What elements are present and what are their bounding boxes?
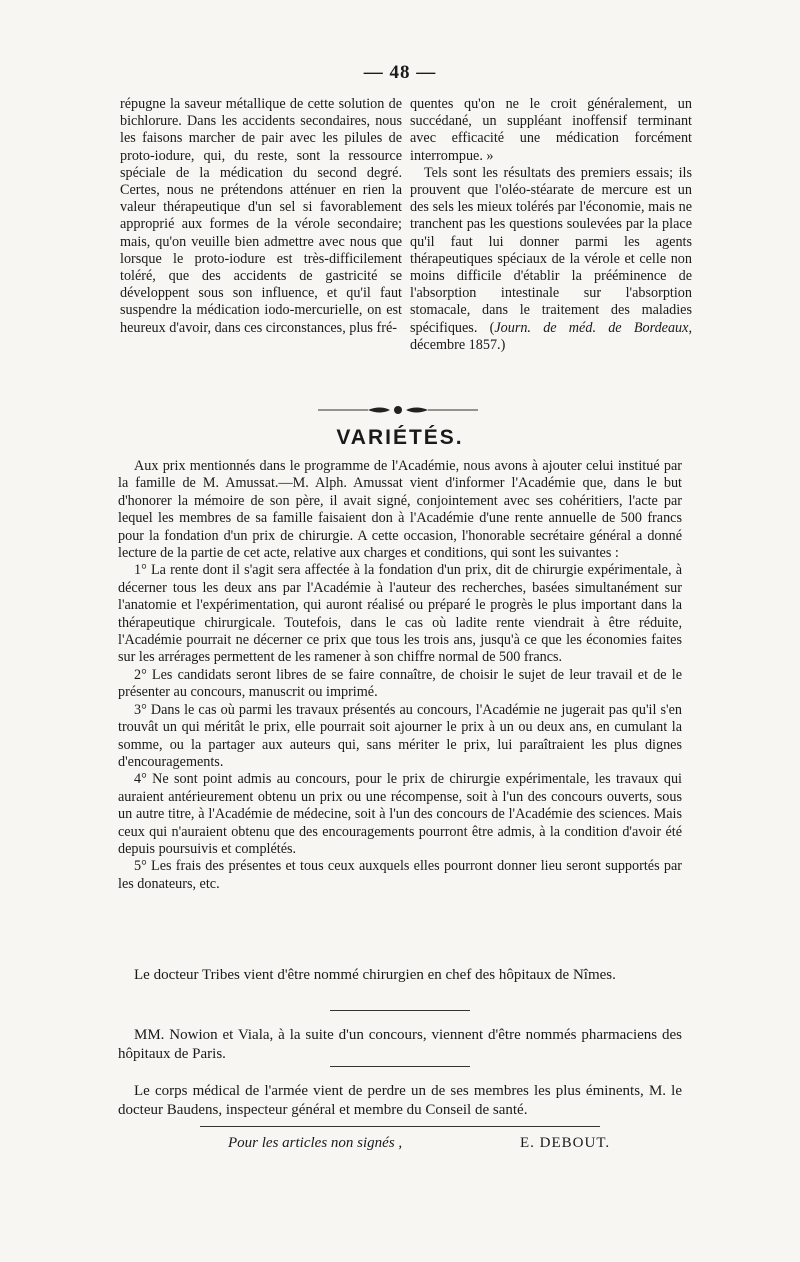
condition-5: 5° Les frais des présentes et tous ceux auxquels elles pourront donner lieu seront supportés par les donateurs, etc. [118, 858, 682, 892]
para-2-text: Tels sont les résultats des premiers essais; ils prouvent que l'oléo-stéarate de mercure est un des sels les mieux tolérés par l'économie, mais ne tranchent pas les questions soulevées par la place qu'il faut lui donner parmi les agents thérapeutiques spéciaux de la vérole et celle non moins difficile d'établir la prééminence de l'absorption intestinale sur l'absorption stomacale, dans le traitement des maladies spécifiques. ( [410, 164, 692, 336]
condition-2: 2° Les candidats seront libres de se faire connaître, de choisir le sujet de leur travail et de le présenter au concours, manuscrit ou imprimé. [118, 666, 682, 701]
ornament-divider [318, 404, 478, 416]
right-column-para-1: quentes qu'on ne le croit généralement, un succédané, un suppléant inoffensif terminant avec efficacité une médication forcément interrompue. » [410, 96, 692, 164]
right-column [410, 96, 692, 354]
right-column-para-2 [410, 165, 692, 354]
news-baudens-text: Le corps médical de l'armée vient de perdre un de ses membres les plus éminents, M. le docteur Baudens, inspecteur général et membre du Conseil de santé. [118, 1083, 682, 1118]
news-tribes [118, 966, 682, 985]
journal-citation: Journ. de méd. de Bordeaux, [494, 319, 692, 336]
varietes-body [118, 458, 682, 893]
divider-rule [200, 1126, 600, 1127]
condition-1: 1° La rente dont il s'agit sera affectée à la fondation d'un prix, dit de chirurgie expérimentale, à décerner tous les deux ans par l'Académie à l'auteur des recherches, basées simultanément sur l'anatomie et l'expérimentation, qui auront réalisé ou préparé le progrès le plus important dans la thérapeutique chirurgicale. Toutefois, dans le cas où ladite rente viendrait à être réduite, l'Académie pourrait ne décerner ce prix que tous les trois ans, jusqu'à ce que les économies faites sur les arrérages permettent de les ramener à son chiffre normal de 500 francs. [118, 562, 682, 666]
section-title: VARIÉTÉS. [336, 426, 464, 449]
page-number: — 48 — [363, 62, 437, 83]
para-2-end: décembre 1857.) [410, 336, 506, 353]
left-column-text: répugne la saveur métallique de cette solution de bichlorure. Dans les accidents secondaires, nous les faisons marcher de pair avec les pilules de proto-iodure, qui, du reste, sont la ressource spéciale de la médication du second degré. Certes, nous ne prétendons atténuer en rien la valeur thérapeutique d'un sel si favorablement approprié aux formes de la vérole secondaire; mais, qu'on veuille bien admettre avec nous que lorsque le proto-iodure est très-difficilement toléré, que des accidents de gastricité se développent sous son influence, et qu'il faut suspendre la médication iodo-mercurielle, on est heureux d'avoir, dans ces circonstances, plus fré- [120, 96, 402, 336]
news-baudens [118, 1082, 682, 1120]
signature-name: E. DEBOUT. [520, 1135, 611, 1151]
varietes-intro: Aux prix mentionnés dans le programme de l'Académie, nous avons à ajouter celui institué par la famille de M. Amussat.—M. Alph. Amussat vient d'informer l'Académie que, dans le but d'honorer la mémoire de son père, il avait signé, conjointement avec ses cohéritiers, l'acte par lequel les membres de sa famille faisaient don à l'Académie d'une rente annuelle de 500 francs pour la fondation d'un prix de chirurgie. A cette occasion, l'honorable secrétaire général a donné lecture de la partie de cet acte, relative aux charges et conditions, qui sont les suivantes : [118, 458, 682, 562]
news-nowion [118, 1026, 682, 1064]
divider-rule [330, 1066, 470, 1067]
signature-note: Pour les articles non signés , [228, 1135, 403, 1151]
condition-4: 4° Ne sont point admis au concours, pour le prix de chirurgie expérimentale, les travaux qui auraient antérieurement obtenu un prix ou une récompense, soit à l'un des concours ouverts, sous un autre titre, à l'Académie de médecine, soit à l'un des concours de l'Académie des sciences. Mais ceux qui n'auraient obtenu que des encouragements pourront être admis, à la condition d'avoir été depuis poursuivis et complétés. [118, 771, 682, 857]
left-column [120, 96, 402, 337]
news-nowion-text: MM. Nowion et Viala, à la suite d'un concours, viennent d'être nommés pharmaciens des hôpitaux de Paris. [118, 1027, 682, 1062]
divider-rule [330, 1010, 470, 1011]
news-tribes-text: Le docteur Tribes vient d'être nommé chirurgien en chef des hôpitaux de Nîmes. [134, 967, 616, 983]
condition-3: 3° Dans le cas où parmi les travaux présentés au concours, l'Académie ne jugerait pas qu'il s'en trouvât un qui méritât le prix, elle pourrait soit ajourner le prix à un ou deux ans, en cumulant la somme, ou la partager aux auteurs qui, sans mériter le prix, lui paraîtraient les plus dignes d'encouragements. [118, 701, 682, 770]
